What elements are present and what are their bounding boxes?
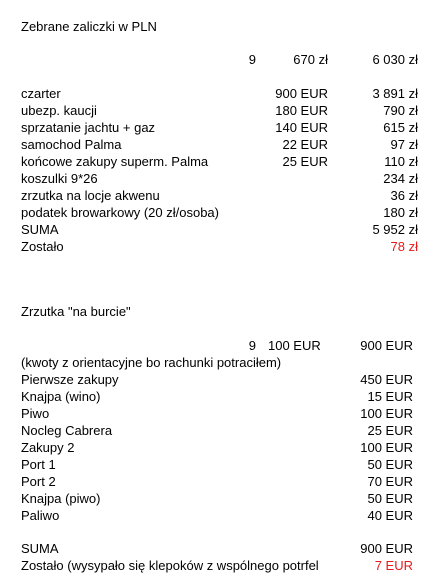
section1-sum-row <box>0 221 433 238</box>
sum-label: SUMA <box>21 222 59 237</box>
section2-per-person: 100 EUR <box>268 338 321 353</box>
section2-sum-row <box>0 540 433 557</box>
row-eur: 900 EUR <box>275 86 328 101</box>
section2-remaining-row <box>0 557 433 574</box>
table-row <box>0 170 433 187</box>
row-pln: 36 zł <box>390 188 418 203</box>
section2-count: 9 <box>248 338 256 353</box>
table-row <box>0 439 433 456</box>
row-eur <box>240 204 328 221</box>
row-label: Pierwsze zakupy <box>21 372 119 387</box>
row-eur <box>240 187 328 204</box>
table-row <box>0 473 433 490</box>
sum-value: 900 EUR <box>360 541 413 556</box>
table-row <box>0 187 433 204</box>
section2-note-row <box>0 354 433 371</box>
section1-total: 6 030 zł <box>372 52 418 67</box>
table-row <box>0 136 433 153</box>
row-pln: 615 zł <box>383 120 418 135</box>
row-eur: 100 EUR <box>360 440 413 455</box>
row-label: samochod Palma <box>21 137 122 152</box>
table-row <box>0 119 433 136</box>
row-label: zrzutka na locje akwenu <box>21 188 160 203</box>
row-eur: 100 EUR <box>360 406 413 421</box>
row-label: koszulki 9*26 <box>21 171 98 186</box>
table-row <box>0 85 433 102</box>
table-row <box>0 153 433 170</box>
section1-per-person: 670 zł <box>293 52 328 67</box>
row-label: Piwo <box>21 406 50 421</box>
section1-summary-row <box>0 51 433 68</box>
section1-title: Zebrane zaliczki w PLN <box>21 19 157 34</box>
row-eur: 15 EUR <box>367 389 413 404</box>
table-row <box>0 456 433 473</box>
remaining-label: Zostało (wysypało się klepoków z wspólnego potrfel <box>21 558 319 573</box>
row-pln: 790 zł <box>383 103 418 118</box>
row-eur: 25 EUR <box>367 423 413 438</box>
section2-title: Zrzutka "na burcie" <box>21 304 131 319</box>
row-eur: 180 EUR <box>275 103 328 118</box>
row-label: sprzatanie jachtu + gaz <box>21 120 156 135</box>
sum-label: SUMA <box>21 541 59 556</box>
section1-remaining-row <box>0 238 433 255</box>
table-row <box>0 490 433 507</box>
row-pln: 180 zł <box>383 205 418 220</box>
section2-note: (kwoty z orientacyjne bo rachunki potraciłem) <box>21 355 282 370</box>
row-label: ubezp. kaucji <box>21 103 97 118</box>
row-label: Knajpa (wino) <box>21 389 101 404</box>
row-label: końcowe zakupy superm. Palma <box>21 154 209 169</box>
row-eur: 50 EUR <box>367 491 413 506</box>
row-label: Nocleg Cabrera <box>21 423 113 438</box>
section1-title-row <box>0 18 433 35</box>
section2-summary-row <box>0 337 433 354</box>
remaining-value: 7 EUR <box>374 558 413 573</box>
row-label: Knajpa (piwo) <box>21 491 101 506</box>
remaining-value: 78 zł <box>390 239 418 254</box>
row-label: czarter <box>21 86 61 101</box>
sum-value: 5 952 zł <box>372 222 418 237</box>
row-label: Paliwo <box>21 508 60 523</box>
row-eur <box>240 170 328 187</box>
row-eur: 25 EUR <box>282 154 328 169</box>
row-eur: 140 EUR <box>275 120 328 135</box>
row-pln: 3 891 zł <box>372 86 418 101</box>
table-row <box>0 405 433 422</box>
row-eur: 50 EUR <box>367 457 413 472</box>
row-pln: 110 zł <box>384 154 418 169</box>
row-eur: 70 EUR <box>367 474 413 489</box>
row-eur: 450 EUR <box>360 372 413 387</box>
row-label: podatek browarkowy (20 zł/osoba) <box>21 205 219 220</box>
row-eur: 22 EUR <box>282 137 328 152</box>
row-label: Zakupy 2 <box>21 440 75 455</box>
table-row <box>0 102 433 119</box>
row-pln: 234 zł <box>383 171 418 186</box>
row-label: Port 1 <box>21 457 56 472</box>
row-eur: 40 EUR <box>367 508 413 523</box>
table-row <box>0 422 433 439</box>
section2-total: 900 EUR <box>360 338 413 353</box>
section1-count: 9 <box>248 52 256 67</box>
table-row <box>0 388 433 405</box>
remaining-label: Zostało <box>21 239 64 254</box>
row-pln: 97 zł <box>390 137 418 152</box>
table-row <box>0 507 433 524</box>
row-label: Port 2 <box>21 474 56 489</box>
table-row <box>0 371 433 388</box>
table-row <box>0 204 433 221</box>
section2-title-row <box>0 303 433 320</box>
